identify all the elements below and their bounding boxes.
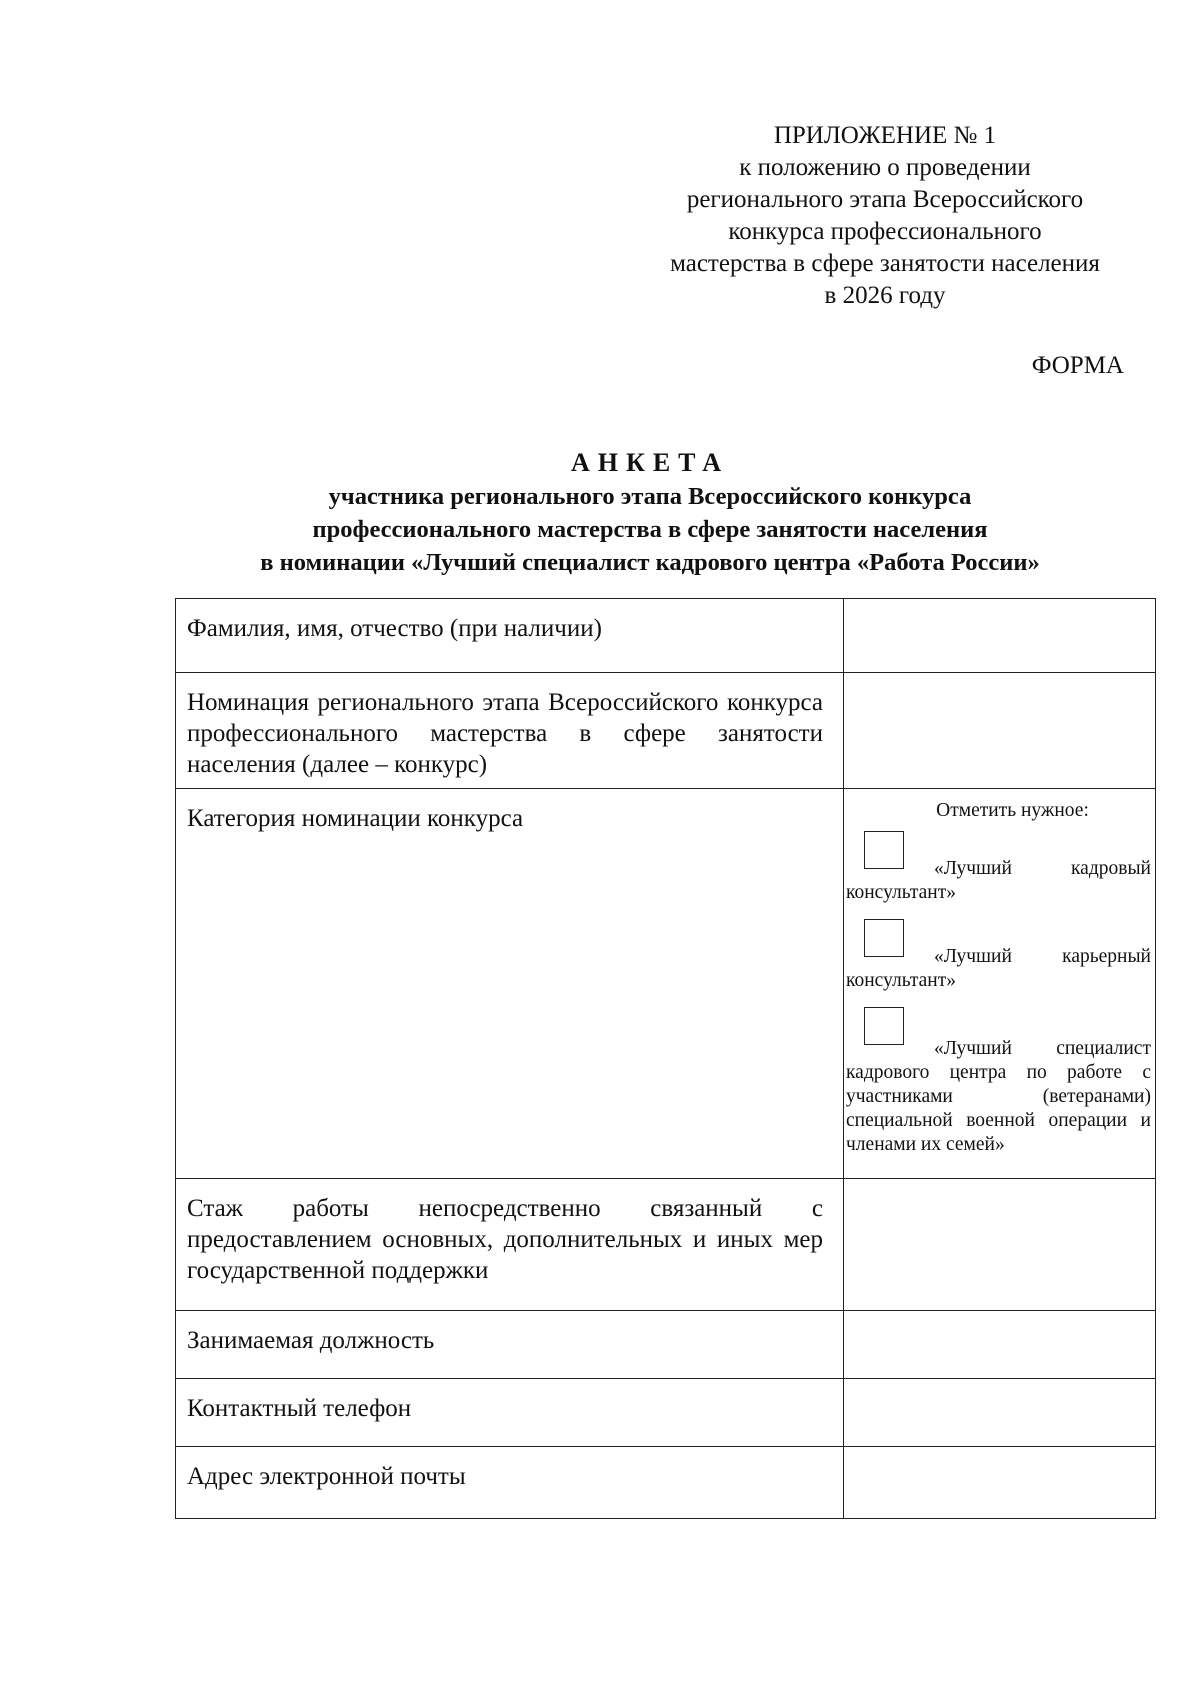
- position-field[interactable]: [844, 1311, 1156, 1379]
- category-hint: Отметить нужное:: [936, 800, 1089, 821]
- title-line: профессионального мастерства в сфере занятости населения: [312, 516, 988, 543]
- appendix-line: мастерства в сфере занятости населения: [670, 250, 1100, 277]
- title-line: в номинации «Лучший специалист кадрового центра «Работа России»: [260, 549, 1040, 576]
- phone-field[interactable]: [844, 1379, 1156, 1447]
- category-option-label: «Лучший специалист кадрового центра по работе с участниками (ветеранами) специальной военной операции и членами их семей»: [846, 1038, 1151, 1155]
- full-name-label: Фамилия, имя, отчество (при наличии): [176, 599, 844, 673]
- category-option: [846, 1007, 1151, 1157]
- category-option-label: «Лучший кадровый консультант»: [846, 858, 1151, 903]
- table-row: [176, 789, 1156, 1179]
- appendix-line: к положению о проведении: [739, 154, 1031, 181]
- work-experience-field[interactable]: [844, 1179, 1156, 1311]
- table-row: [176, 673, 1156, 789]
- appendix-header: [660, 120, 1110, 312]
- category-option: [846, 831, 1151, 905]
- appendix-line: конкурса профессионального: [728, 218, 1042, 245]
- table-row: [176, 1447, 1156, 1519]
- table-row: [176, 1179, 1156, 1311]
- appendix-number: ПРИЛОЖЕНИЕ № 1: [773, 122, 997, 149]
- full-name-field[interactable]: [844, 599, 1156, 673]
- nomination-field[interactable]: [844, 673, 1156, 789]
- email-label: Адрес электронной почты: [176, 1447, 844, 1519]
- appendix-line: в 2026 году: [824, 282, 946, 309]
- category-option-label: «Лучший карьерный консультант»: [846, 946, 1151, 991]
- questionnaire-table: [175, 598, 1156, 1519]
- appendix-line: регионального этапа Всероссийского: [686, 186, 1084, 213]
- category-option: [846, 919, 1151, 993]
- title-main: АНКЕТА: [570, 448, 730, 477]
- category-label: Категория номинации конкурса: [176, 789, 844, 1179]
- table-row: [176, 1379, 1156, 1447]
- document-title: [150, 446, 1150, 579]
- work-experience-label: Стаж работы непосредственно связанный с предоставлением основных, дополнительных и иных мер государственной поддержки: [176, 1179, 844, 1311]
- table-row: [176, 599, 1156, 673]
- nomination-label: Номинация регионального этапа Всероссийского конкурса профессионального мастерства в сфере занятости населения (далее – конкурс): [176, 673, 844, 789]
- position-label: Занимаемая должность: [176, 1311, 844, 1379]
- category-options-cell: [844, 789, 1156, 1179]
- email-field[interactable]: [844, 1447, 1156, 1519]
- form-label: ФОРМА: [1031, 352, 1124, 379]
- title-line: участника регионального этапа Всероссийского конкурса: [328, 483, 972, 510]
- phone-label: Контактный телефон: [176, 1379, 844, 1447]
- table-row: [176, 1311, 1156, 1379]
